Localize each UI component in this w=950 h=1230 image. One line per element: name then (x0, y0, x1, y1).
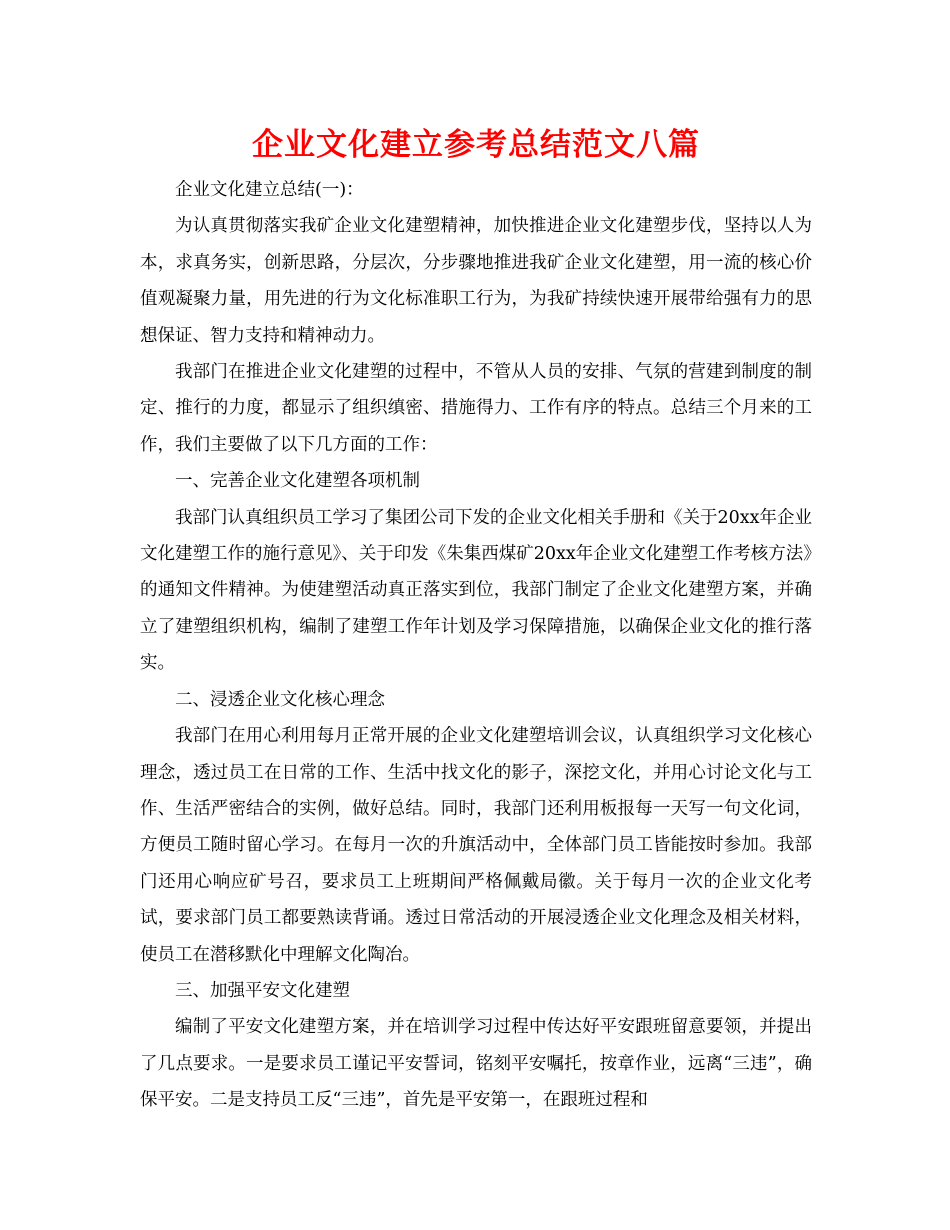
document-body (140, 172, 812, 1119)
paragraph-overview: 我部门在推进企业文化建塑的过程中，不管从人员的安排、气氛的营建到制度的制定、推行的力度，都显示了组织缜密、措施得力、工作有序的特点。总结三个月来的工作，我们主要做了以下几方面的工作： (140, 362, 812, 455)
document-title: 企业文化建立参考总结范文八篇 (252, 127, 700, 163)
subheading-core-concepts: 二、浸透企业文化核心理念 (175, 689, 385, 710)
paragraph-mechanisms: 我部门认真组织员工学习了集团公司下发的企业文化相关手册和《关于20xx年企业文化建塑工作的施行意见》、关于印发《朱集西煤矿20xx年企业文化建塑工作考核方法》的通知文件精神。为使建塑活动真正落实到位，我部门制定了企业文化建塑方案，并确立了建塑组织机构，编制了建塑工作年计划及学习保障措施，以确保企业文化的推行落实。 (140, 507, 813, 674)
paragraph-core-concepts: 我部门在用心利用每月正常开展的企业文化建塑培训会议，认真组织学习文化核心理念，透过员工在日常的工作、生活中找文化的影子，深挖文化，并用心讨论文化与工作、生活严密结合的实例，做好总结。同时，我部门还利用板报每一天写一句文化词，方便员工随时留心学习。在每月一次的升旗活动中，全体部门员工皆能按时参加。我部门还用心响应矿号召，要求员工上班期间严格佩戴局徽。关于每月一次的企业文化考试，要求部门员工都要熟读背诵。透过日常活动的开展浸透企业文化理念及相关材料，使员工在潜移默化中理解文化陶冶。 (140, 726, 812, 965)
paragraph-intro: 为认真贯彻落实我矿企业文化建塑精神，加快推进企业文化建塑步伐，坚持以人为本，求真务实，创新思路，分层次，分步骤地推进我矿企业文化建塑，用一流的核心价值观凝聚力量，用先进的行为文化标准职工行为，为我矿持续快速开展带给强有力的思想保证、智力支持和精神动力。 (140, 216, 812, 346)
section-heading: 企业文化建立总结(一)： (175, 180, 364, 200)
subheading-mechanisms: 一、完善企业文化建塑各项机制 (175, 471, 420, 492)
document-page (140, 118, 812, 1119)
paragraph-safety-culture: 编制了平安文化建塑方案，并在培训学习过程中传达好平安跟班留意要领，并提出了几点要求。一是要求员工谨记平安誓词，铭刻平安嘱托，按章作业，远离“三违”，确保平安。二是支持员工反“三违”，首先是平安第一，在跟班过程和 (140, 1017, 812, 1111)
subheading-safety-culture: 三、加强平安文化建塑 (175, 980, 350, 1001)
